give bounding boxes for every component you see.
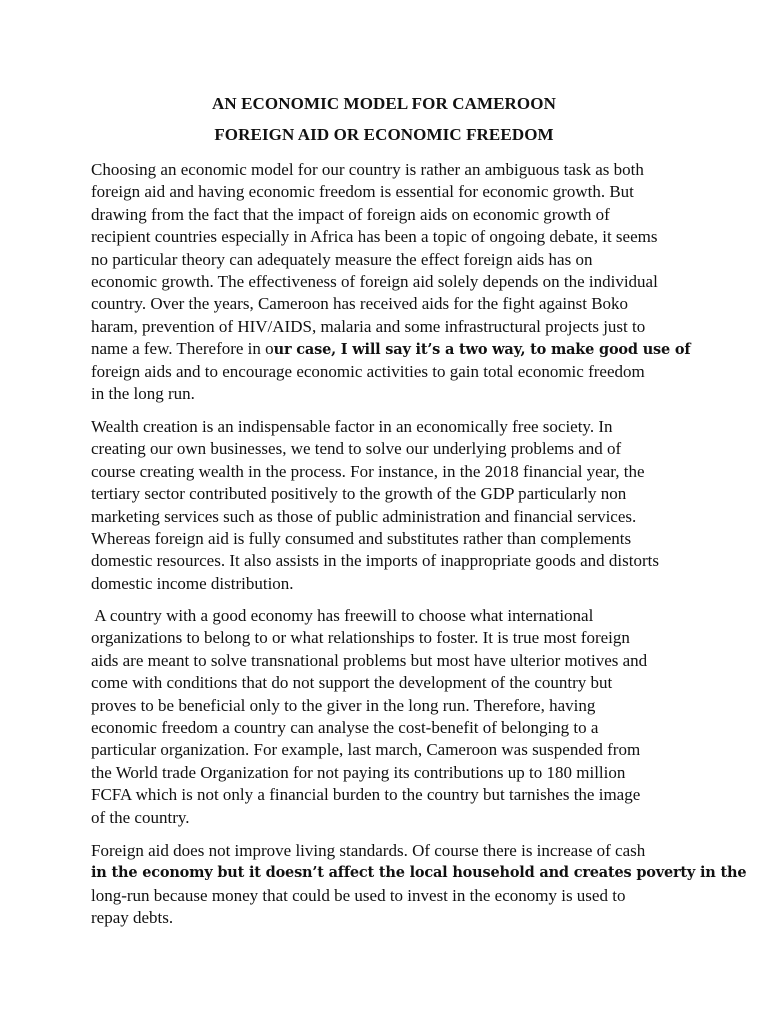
paragraph-line-bold: in the economy but it doesn’t affect the local household and creates poverty in the — [91, 864, 747, 882]
paragraph-line: recipient countries especially in Africa has been a topic of ongoing debate, it seems — [91, 227, 658, 247]
paragraph-4 — [91, 840, 747, 930]
paragraph-line-mixed — [91, 338, 691, 360]
document-title: AN ECONOMIC MODEL FOR CAMEROON — [212, 94, 556, 113]
paragraph-line: economic growth. The effectiveness of foreign aid solely depends on the individual — [91, 271, 658, 291]
paragraph-line: domestic income distribution. — [91, 573, 294, 593]
paragraph-line: organizations to belong to or what relationships to foster. It is true most foreign — [91, 628, 630, 648]
paragraph-line: creating our own businesses, we tend to solve our underlying problems and of — [91, 439, 622, 459]
paragraph-line: no particular theory can adequately measure the effect foreign aids has on — [91, 249, 593, 269]
paragraph-line: proves to be beneficial only to the giver in the long run. Therefore, having — [91, 695, 596, 715]
paragraph-line: FCFA which is not only a financial burden to the country but tarnishes the image — [91, 785, 641, 805]
paragraph-line: country. Over the years, Cameroon has received aids for the fight against Boko — [91, 294, 629, 314]
paragraph-line: Wealth creation is an indispensable factor in an economically free society. In — [91, 417, 613, 436]
paragraph-line: come with conditions that do not support the development of the country but — [91, 673, 613, 693]
paragraph-line: Foreign aid does not improve living standards. Of course there is increase of cash — [91, 841, 646, 860]
paragraph-line: particular organization. For example, last march, Cameroon was suspended from — [91, 740, 641, 760]
paragraph-line: aids are meant to solve transnational problems but most have ulterior motives and — [91, 650, 648, 670]
paragraph-line: tertiary sector contributed positively to the growth of the GDP particularly non — [91, 484, 627, 504]
paragraph-line: haram, prevention of HIV/AIDS, malaria and some infrastructural projects just to — [91, 316, 646, 336]
paragraph-3 — [91, 605, 691, 829]
paragraph-line: drawing from the fact that the impact of foreign aids on economic growth of — [91, 204, 610, 224]
mixed-line-bold-text: ur case, I will say it’s a two way, to make good use of — [273, 341, 691, 359]
paragraph-line: course creating wealth in the process. For instance, in the 2018 financial year, the — [91, 461, 645, 481]
document-subtitle: FOREIGN AID OR ECONOMIC FREEDOM — [214, 125, 554, 144]
paragraph-line: domestic resources. It also assists in the imports of inappropriate goods and distorts — [91, 551, 659, 571]
paragraph-line: economic freedom a country can analyse the cost-benefit of belonging to a — [91, 717, 599, 737]
paragraph-line: Whereas foreign aid is fully consumed and substitutes rather than complements — [91, 528, 632, 548]
paragraph-line: A country with a good economy has freewill to choose what international — [91, 606, 594, 625]
paragraph-line: of the country. — [91, 807, 190, 827]
paragraph-line: marketing services such as those of public administration and financial services. — [91, 506, 637, 526]
paragraph-line: Choosing an economic model for our country is rather an ambiguous task as both — [91, 160, 644, 179]
paragraph-line: the World trade Organization for not paying its contributions up to 180 million — [91, 762, 626, 782]
paragraph-line: foreign aids and to encourage economic activities to gain total economic freedom — [91, 361, 645, 381]
paragraph-line: foreign aid and having economic freedom is essential for economic growth. But — [91, 182, 634, 202]
paragraph-line: long-run because money that could be used to invest in the economy is used to — [91, 885, 626, 905]
paragraph-line: in the long run. — [91, 383, 195, 403]
mixed-line-normal-text: name a few. Therefore in o — [91, 339, 274, 359]
paragraph-line: repay debts. — [91, 908, 174, 928]
paragraph-2 — [91, 416, 691, 595]
paragraph-1 — [91, 159, 691, 405]
